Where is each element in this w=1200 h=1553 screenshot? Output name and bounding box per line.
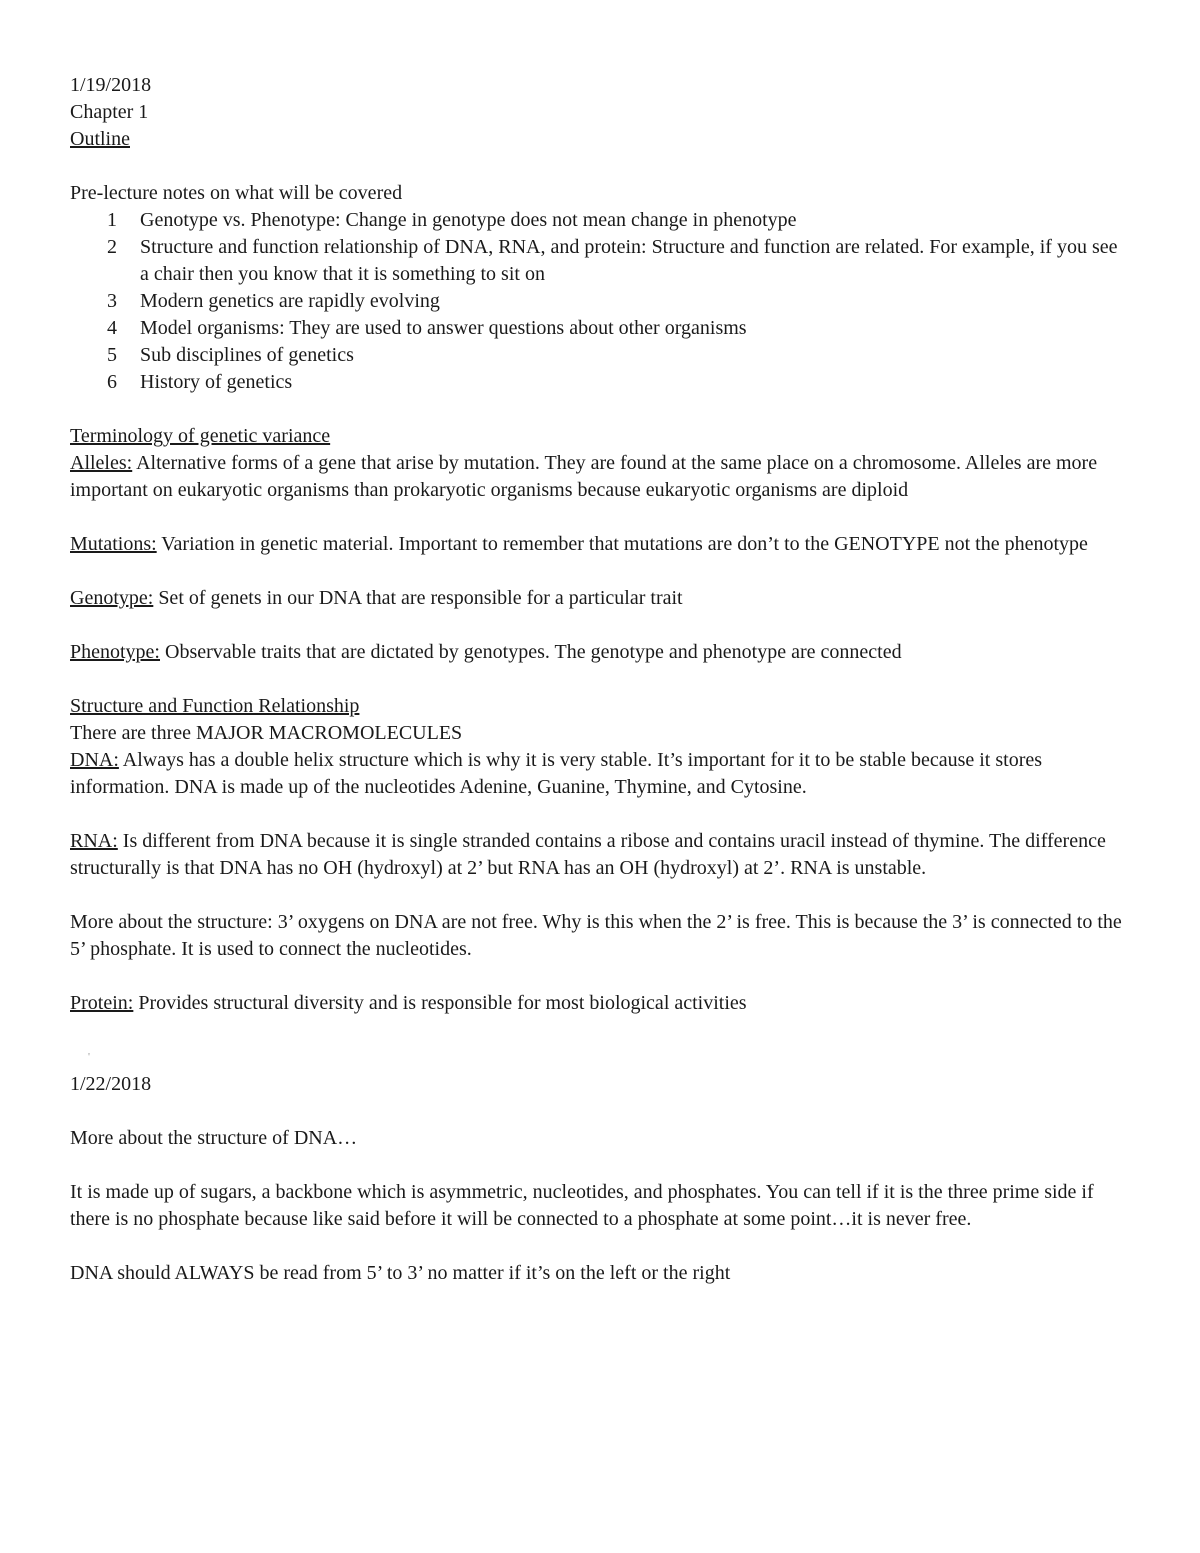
list-item: [70, 207, 1130, 234]
dna-definition: Always has a double helix structure which is why it is very stable. It’s important for it to be stable because it stores information. DNA is made up of the nucleotides Adenine, Guanine, Thymine, and Cytosine.: [70, 749, 1043, 798]
dna-term: DNA:: [70, 749, 119, 771]
spacer: [70, 1098, 1130, 1125]
list-number: 5: [107, 344, 117, 366]
genotype-paragraph: [70, 585, 1130, 612]
document-page: [70, 72, 1130, 1287]
list-item: [70, 288, 1130, 315]
alleles-definition: Alternative forms of a gene that arise by mutation. They are found at the same place on a chromosome. Alleles are more important on eukaryotic organisms than prokaryotic organisms because eukaryotic organisms are diploid: [70, 452, 1098, 501]
list-item: [70, 369, 1130, 396]
list-text: Sub disciplines of genetics: [140, 344, 354, 366]
alleles-term: Alleles:: [70, 452, 133, 474]
outline-heading: Outline: [70, 128, 130, 150]
mutations-term: Mutations:: [70, 533, 157, 555]
dna-structure-paragraph: It is made up of sugars, a backbone which is asymmetric, nucleotides, and phosphates. You can tell if it is the three prime side if there is no phosphate because like said before it will be connected to a phosphate at some point…it is never free.: [70, 1181, 1094, 1230]
second-date-heading: 1/22/2018: [70, 1073, 152, 1095]
genotype-definition: Set of genets in our DNA that are responsible for a particular trait: [153, 587, 683, 609]
mutations-paragraph: [70, 531, 1130, 558]
structure-heading: Structure and Function Relationship: [70, 695, 360, 717]
protein-term: Protein:: [70, 992, 134, 1014]
list-text: Structure and function relationship of DNA, RNA, and protein: Structure and function are related. For example, if you see a chair then you know that it is something to sit on: [140, 236, 1118, 285]
list-text: Genotype vs. Phenotype: Change in genotype does not mean change in phenotype: [140, 209, 797, 231]
list-item: [70, 234, 1130, 288]
protein-paragraph: [70, 990, 1130, 1017]
spacer: [70, 1152, 1130, 1179]
spacer: [70, 882, 1130, 909]
rna-term: RNA:: [70, 830, 118, 852]
alleles-paragraph: [70, 450, 1130, 504]
rna-paragraph: [70, 828, 1130, 882]
spacer: [70, 504, 1130, 531]
list-item: [70, 315, 1130, 342]
list-number: 1: [107, 209, 117, 231]
spacer: [70, 801, 1130, 828]
list-text: History of genetics: [140, 371, 293, 393]
protein-definition: Provides structural diversity and is responsible for most biological activities: [133, 992, 747, 1014]
spacer: [70, 666, 1130, 693]
list-number: 6: [107, 371, 117, 393]
spacer: [70, 153, 1130, 180]
stray-mark: ': [88, 1051, 90, 1063]
list-text: Modern genetics are rapidly evolving: [140, 290, 440, 312]
spacer: [70, 558, 1130, 585]
prelecture-intro: Pre-lecture notes on what will be covered: [70, 182, 403, 204]
list-text: Model organisms: They are used to answer questions about other organisms: [140, 317, 747, 339]
phenotype-paragraph: [70, 639, 1130, 666]
list-item: [70, 342, 1130, 369]
dna-structure-heading: More about the structure of DNA…: [70, 1127, 358, 1149]
outline-list: [70, 207, 1130, 396]
list-number: 4: [107, 317, 117, 339]
dna-reading-paragraph: DNA should ALWAYS be read from 5’ to 3’ no matter if it’s on the left or the right: [70, 1262, 731, 1284]
phenotype-definition: Observable traits that are dictated by genotypes. The genotype and phenotype are connected: [160, 641, 902, 663]
spacer: [70, 612, 1130, 639]
terminology-heading: Terminology of genetic variance: [70, 425, 331, 447]
chapter-heading: Chapter 1: [70, 101, 149, 123]
rna-definition: Is different from DNA because it is single stranded contains a ribose and contains uracil instead of thymine. The difference structurally is that DNA has no OH (hydroxyl) at 2’ but RNA has an OH (hydroxyl) at 2’. RNA is unstable.: [70, 830, 1106, 879]
structure-intro: There are three MAJOR MACROMOLECULES: [70, 722, 463, 744]
genotype-term: Genotype:: [70, 587, 154, 609]
spacer: [70, 396, 1130, 423]
list-number: 3: [107, 290, 117, 312]
date-heading: 1/19/2018: [70, 74, 152, 96]
list-number: 2: [107, 236, 117, 258]
dna-paragraph: [70, 747, 1130, 801]
spacer: [70, 1017, 1130, 1044]
spacer: [70, 963, 1130, 990]
structure-more-paragraph: More about the structure: 3’ oxygens on DNA are not free. Why is this when the 2’ is free. This is because the 3’ is connected to the 5’ phosphate. It is used to connect the nucleotides.: [70, 911, 1122, 960]
phenotype-term: Phenotype:: [70, 641, 160, 663]
spacer: [70, 1233, 1130, 1260]
mutations-definition: Variation in genetic material. Important to remember that mutations are don’t to the GENOTYPE not the phenotype: [156, 533, 1088, 555]
